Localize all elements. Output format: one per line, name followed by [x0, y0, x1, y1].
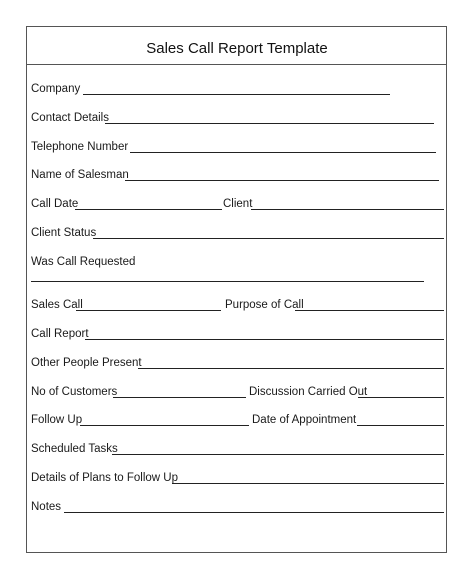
name-of-salesman-label: Name of Salesman: [31, 169, 129, 181]
telephone-number-field[interactable]: [130, 152, 436, 153]
client-status-row: [31, 226, 451, 240]
call-date-row: [31, 197, 451, 211]
details-of-plans-field[interactable]: [172, 483, 444, 484]
date-of-appointment-field[interactable]: [357, 425, 444, 426]
form-title: Sales Call Report Template: [146, 40, 328, 57]
details-of-plans-label: Details of Plans to Follow Up: [31, 472, 179, 484]
no-of-customers-row: [31, 385, 451, 399]
sales-call-label: Sales Call: [31, 299, 83, 311]
name-of-salesman-field[interactable]: [125, 180, 439, 181]
company-row: [31, 82, 451, 96]
call-report-label: Call Report: [31, 328, 89, 340]
call-report-field[interactable]: [85, 339, 444, 340]
purpose-of-call-label: Purpose of Call: [225, 299, 304, 311]
contact-details-field[interactable]: [105, 123, 434, 124]
telephone-number-label: Telephone Number: [31, 141, 129, 153]
scheduled-tasks-field[interactable]: [112, 454, 444, 455]
call-date-field[interactable]: [75, 209, 222, 210]
follow-up-field[interactable]: [80, 425, 249, 426]
notes-row: [31, 500, 451, 514]
sales-call-field[interactable]: [76, 310, 221, 311]
discussion-carried-out-field[interactable]: [358, 397, 444, 398]
was-call-requested-label: Was Call Requested: [31, 256, 136, 268]
details-of-plans-row: [31, 471, 451, 485]
call-date-label: Call Date: [31, 198, 79, 210]
follow-up-row: [31, 413, 451, 427]
was-call-requested-field[interactable]: [31, 281, 424, 282]
client-status-field[interactable]: [93, 238, 444, 239]
contact-details-row: [31, 111, 451, 125]
header-divider: [26, 64, 447, 65]
sales-call-row: [31, 298, 451, 312]
client-field[interactable]: [251, 209, 444, 210]
notes-field[interactable]: [64, 512, 444, 513]
notes-label: Notes: [31, 501, 62, 513]
date-of-appointment-label: Date of Appointment: [252, 414, 357, 426]
client-label: Client: [223, 198, 253, 210]
discussion-carried-out-label: Discussion Carried Out: [249, 386, 368, 398]
scheduled-tasks-label: Scheduled Tasks: [31, 443, 118, 455]
other-people-present-field[interactable]: [138, 368, 444, 369]
telephone-number-row: [31, 140, 451, 154]
call-report-row: [31, 327, 451, 341]
follow-up-label: Follow Up: [31, 414, 83, 426]
client-status-label: Client Status: [31, 227, 97, 239]
contact-details-label: Contact Details: [31, 112, 109, 124]
other-people-present-row: [31, 356, 451, 370]
other-people-present-label: Other People Present: [31, 357, 142, 369]
was-call-requested-row: [31, 255, 451, 269]
scheduled-tasks-row: [31, 442, 451, 456]
no-of-customers-field[interactable]: [113, 397, 246, 398]
purpose-of-call-field[interactable]: [295, 310, 444, 311]
company-field[interactable]: [83, 94, 390, 95]
no-of-customers-label: No of Customers: [31, 386, 118, 398]
name-of-salesman-row: [31, 168, 451, 182]
company-label: Company: [31, 83, 81, 95]
